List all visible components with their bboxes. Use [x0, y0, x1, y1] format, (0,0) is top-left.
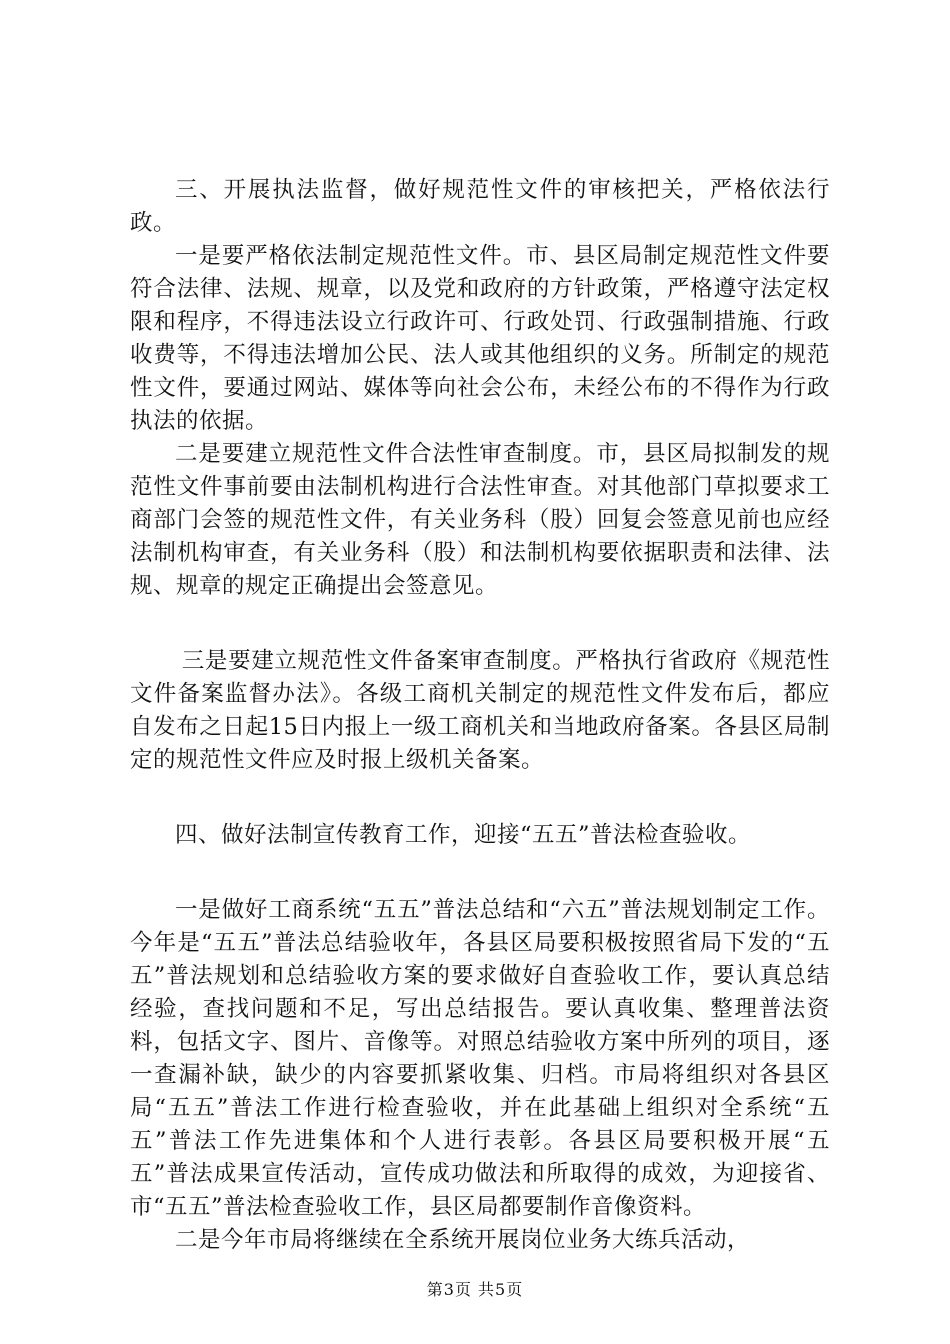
- page-number-footer: 第3页 共5页: [426, 1280, 524, 1299]
- paragraph-item-two: 二是要建立规范性文件合法性审查制度。市，县区局拟制发的规范性文件事前要由法制机构进行合法性审查。对其他部门草拟要求工商部门会签的规范性文件，有关业务科（股）回复会签意见前也应经法制机构审查，有关业务科（股）和法制机构要依据职责和法律、法规、规章的规定正确提出会签意见。: [130, 441, 830, 599]
- paragraph-item-four-one: 一是做好工商系统“五五”普法总结和“六五”普法规划制定工作。今年是“五五”普法总结验收年，各县区局要积极按照省局下发的“五五”普法规划和总结验收方案的要求做好自查验收工作，要认真总结经验，查找问题和不足，写出总结报告。要认真收集、整理普法资料，包括文字、图片、音像等。对照总结验收方案中所列的项目，逐一查漏补缺，缺少的内容要抓紧收集、归档。市局将组织对各县区局“五五”普法工作进行检查验收，并在此基础上组织对全系统“五五”普法工作先进集体和个人进行表彰。各县区局要积极开展“五五”普法成果宣传活动，宣传成功做法和所取得的成效，为迎接省、市“五五”普法检查验收工作，县区局都要制作音像资料。: [130, 897, 830, 1220]
- document-body: [130, 174, 830, 1257]
- paragraph-item-four-two: 二是今年市局将继续在全系统开展岗位业务大练兵活动，: [175, 1227, 751, 1253]
- paragraph-item-three: 三是要建立规范性文件备案审查制度。严格执行省政府《规范性文件备案监督办法》。各级工商机关制定的规范性文件发布后，都应自发布之日起15日内报上一级工商机关和当地政府备案。各县区局制定的规范性文件应及时报上级机关备案。: [130, 648, 830, 773]
- paragraph-item-one: 一是要严格依法制定规范性文件。市、县区局制定规范性文件要符合法律、法规、规章，以及党和政府的方针政策，严格遵守法定权限和程序，不得违法设立行政许可、行政处罚、行政强制措施、行政收费等，不得违法增加公民、法人或其他组织的义务。所制定的规范性文件，要通过网站、媒体等向社会公布，未经公布的不得作为行政执法的依据。: [130, 243, 830, 434]
- section-heading-four: 四、做好法制宣传教育工作，迎接“五五”普法检查验收。: [175, 822, 752, 848]
- section-heading-three: 三、开展执法监督，做好规范性文件的审核把关，严格依法行政。: [130, 177, 830, 236]
